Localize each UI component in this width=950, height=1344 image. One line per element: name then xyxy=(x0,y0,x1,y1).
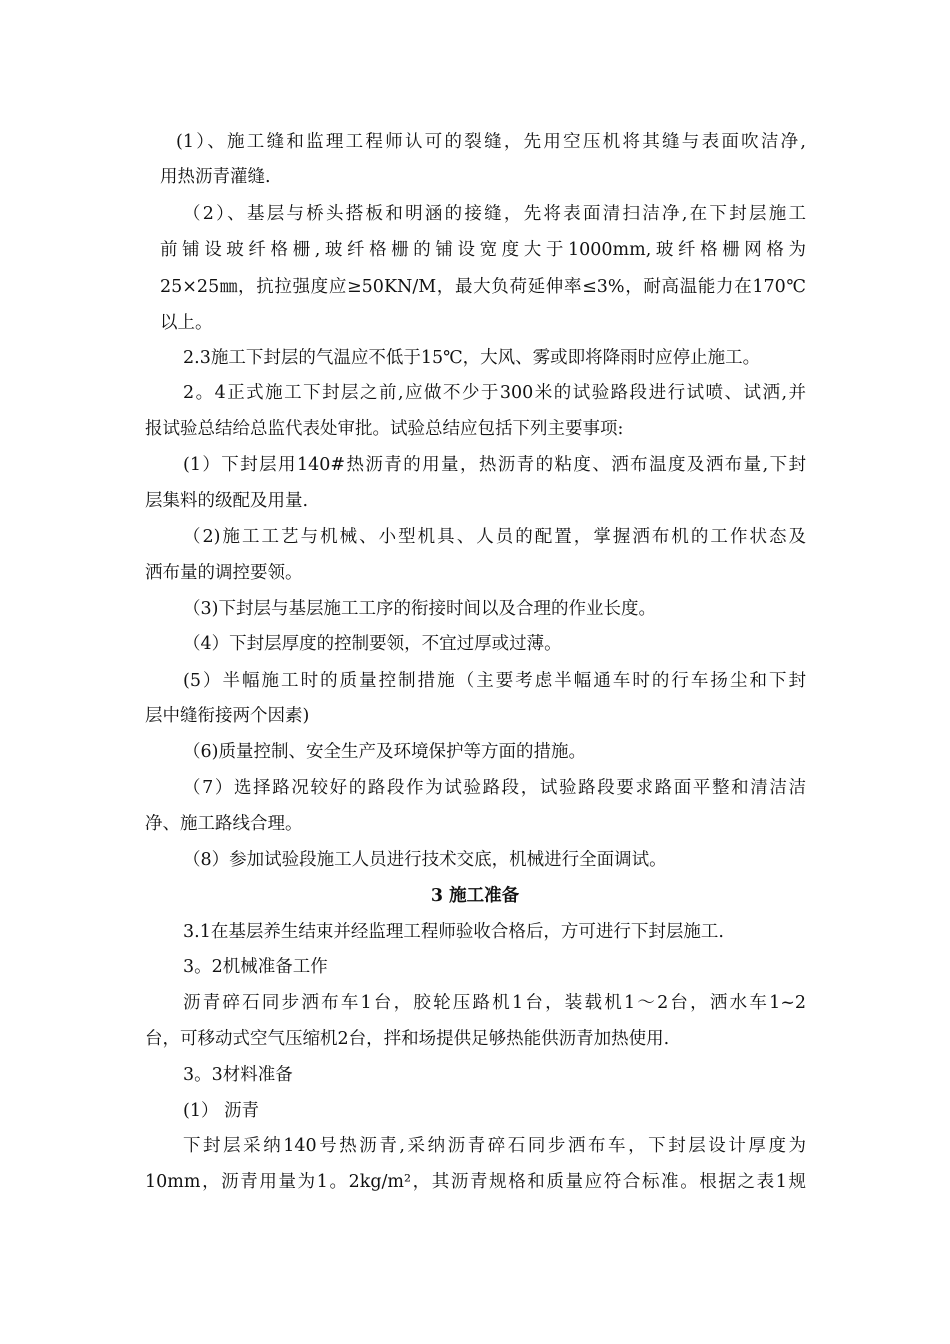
text-line: （3)下封层与基层施工工序的衔接时间以及合理的作业长度。 xyxy=(183,599,656,619)
text-line: 沥青碎石同步洒布车1台，胶轮压路机1台，装载机1～2台，洒水车1~2 xyxy=(183,993,806,1013)
text-line: 3。3材料准备 xyxy=(183,1065,293,1085)
text-line: (1） 沥青 xyxy=(183,1101,260,1121)
text-line: 洒布量的调控要领。 xyxy=(145,563,303,583)
text-line: 3。2机械准备工作 xyxy=(183,957,328,977)
text-line: （7）选择路况较好的路段作为试验路段，试验路段要求路面平整和清洁洁 xyxy=(183,778,806,798)
text-line: (1）、施工缝和监理工程师认可的裂缝，先用空压机将其缝与表面吹洁净, xyxy=(176,132,806,152)
text-line: 用热沥青灌缝. xyxy=(160,167,271,187)
text-line: 2.3施工下封层的气温应不低于15℃，大风、雾或即将降雨时应停止施工。 xyxy=(183,348,761,368)
text-line: 25×25㎜，抗拉强度应≥50KN/M，最大负荷延伸率≤3%，耐高温能力在170℃ xyxy=(160,277,806,297)
text-line: 下封层采纳140号热沥青,采纳沥青碎石同步洒布车，下封层设计厚度为 xyxy=(183,1136,806,1156)
section-heading: 3 施工准备 xyxy=(430,886,520,906)
text-line: （2）、基层与桥头搭板和明涵的接缝，先将表面清扫洁净,在下封层施工 xyxy=(183,204,806,224)
text-line: (5）半幅施工时的质量控制措施（主要考虑半幅通车时的行车扬尘和下封 xyxy=(183,671,806,691)
text-line: 2。4正式施工下封层之前,应做不少于300米的试验路段进行试喷、试洒,并 xyxy=(183,383,806,403)
text-line: (1）下封层用140#热沥青的用量，热沥青的粘度、洒布温度及洒布量,下封 xyxy=(183,455,806,475)
text-line: 层集料的级配及用量. xyxy=(145,491,309,511)
text-line: 报试验总结给总监代表处审批。试验总结应包括下列主要事项: xyxy=(145,419,624,439)
text-line: 净、施工路线合理。 xyxy=(145,814,303,834)
text-line: （6)质量控制、安全生产及环境保护等方面的措施。 xyxy=(183,742,586,762)
text-line: （2)施工工艺与机械、小型机具、人员的配置，掌握洒布机的工作状态及 xyxy=(183,527,806,547)
text-line: 以上。 xyxy=(160,313,213,333)
text-line: 3.1在基层养生结束并经监理工程师验收合格后，方可进行下封层施工. xyxy=(183,922,724,942)
text-line: 前铺设玻纤格栅,玻纤格栅的铺设宽度大于1000mm,玻纤格栅网格为 xyxy=(160,240,806,260)
text-line: 层中缝衔接两个因素) xyxy=(145,706,310,726)
text-line: （8）参加试验段施工人员进行技术交底，机械进行全面调试。 xyxy=(183,850,667,870)
text-line: 10mm，沥青用量为1。2kg/m²，其沥青规格和质量应符合标准。根据之表1规 xyxy=(145,1172,806,1192)
text-line: 台，可移动式空气压缩机2台，拌和场提供足够热能供沥青加热使用. xyxy=(145,1029,670,1049)
text-line: （4）下封层厚度的控制要领，不宜过厚或过薄。 xyxy=(183,634,562,654)
